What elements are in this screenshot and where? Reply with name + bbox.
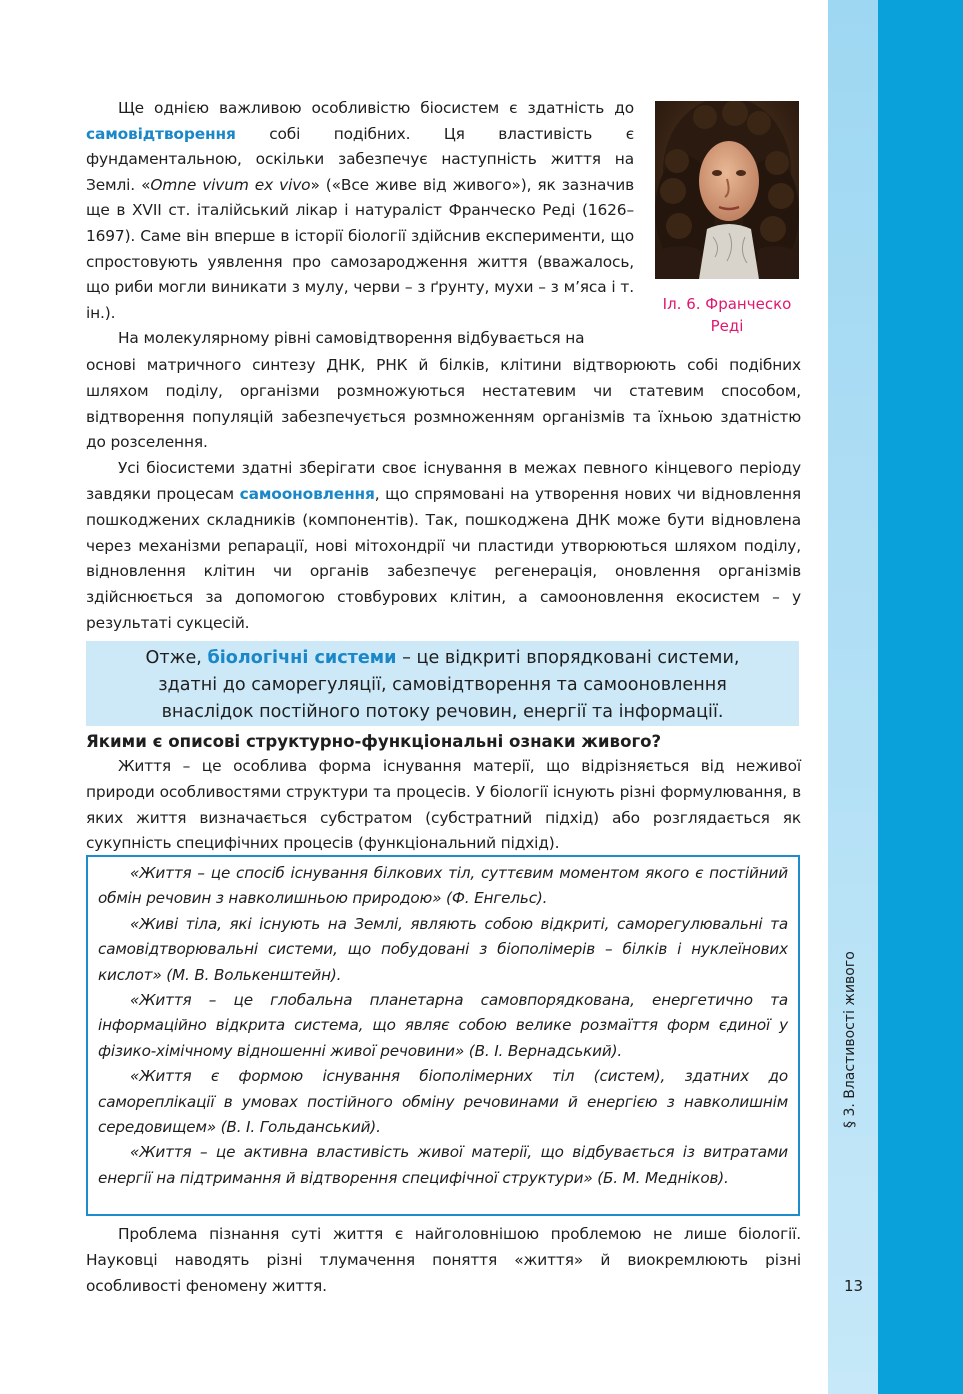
body-text-block	[86, 353, 801, 637]
page-number: 13	[844, 1277, 864, 1295]
term-self-reproduction: самовідтворення	[86, 124, 236, 143]
paragraph-life-definition: Життя – це особлива форма існування матерії, що відрізняється від неживої природи особливостями структури та процесів. У біології існують різні формулювання, в яких життя визначається субстратом (субстратний підхід) або розглядається як сукупність специфічних процесів (функціональний підхід).	[86, 757, 801, 853]
term-biological-systems: біологічні системи	[207, 648, 397, 668]
quote-vernadsky: «Життя – це глобальна планетарна самовпорядкована, енергетично та інформаційно відкрита система, що являє собою велике розмаїття форм єдиної у фізико-хімічному відношенні живої речовини» (В. І. Вернадський).	[98, 991, 788, 1060]
quotes-box	[86, 855, 800, 1216]
quote-mednikov: «Життя – це активна властивість живої матерії, що відбувається із витратами енергії на підтримання й відтворення специфічної структури» (Б. М. Медніков).	[98, 1143, 788, 1187]
paragraph-problem-of-life: Проблема пізнання суті життя є найголовнішою проблемою не лише біології. Науковці наводять різні тлумачення поняття «життя» й виокремлюють різні особливості феномену життя.	[86, 1225, 801, 1295]
summary-line-3: внаслідок постійного потоку речовин, енергії та інформації.	[161, 702, 724, 722]
paragraph-self-renewal: Усі біосистеми здатні зберігати своє існування в межах певного кінцевого періоду завдяки процесам самооновлення, що спрямовані на утворення нових чи відновлення пошкоджених складників (компонентів). Так, пошкоджена ДНК може бути відновлена через механізми репарації, нові мітохондрії чи пластиди утворюються шляхом поділу, відновлення клітин чи органів забезпечує регенерація, оновлення організмів здійснюється за допомогою стовбурових клітин, а самооновлення екосистем – у результаті сукцесій.	[86, 459, 801, 632]
paragraph-molecular-start: На молекулярному рівні самовідтворення відбувається на	[118, 329, 585, 348]
running-head: § 3. Властивості живого	[842, 951, 858, 1128]
figure-caption: Іл. 6. Франческо Реді	[662, 295, 792, 335]
latin-quote: Omne vivum ex vivo	[150, 175, 311, 194]
portrait-francesco-redi-image	[655, 101, 799, 279]
summary-box	[86, 641, 799, 726]
sidebar-light-band	[828, 0, 878, 1394]
paragraph-self-reproduction: Ще однією важливою особливістю біосистем є здатність до самовідтворення собі подібних. Ця властивість є фундаментальною, оскільки забезпечує наступність життя на Землі. «Omne vivum ex vivo» («Все живе від живого»), як зазначив ще в XVII ст. італійський лікар і натураліст Франческо Реді (1626–1697). Саме він вперше в історії біології здійснив експерименти, що спростовують уявлення про самозародження життя (вважалось, що риби могли виникати з мулу, черви – з ґрунту, мухи – з м’яса і т. ін.). На молекулярному рівні самовідтворення відбувається на	[86, 96, 634, 352]
summary-line-2: здатні до саморегуляції, самовідтворення та самооновлення	[158, 675, 727, 695]
sidebar-dark-band	[878, 0, 963, 1394]
term-self-renewal: самооновлення	[239, 484, 375, 503]
paragraph-molecular-cont: основі матричного синтезу ДНК, РНК й білків, клітини відтворюють собі подібних шляхом поділу, організми розмножуються нестатевим чи статевим способом, відтворення популяцій забезпечується розмноженням організмів та їхньою здатністю до розселення.	[86, 356, 801, 452]
quote-volkenstein: «Живі тіла, які існують на Землі, являють собою відкриті, саморегулювальні та самовідтворювальні системи, що побудовані з біополімерів – білків і нуклеїнових кислот» (М. В. Волькенштейн).	[98, 914, 788, 984]
section-heading: Якими є описові структурно-функціональні ознаки живого?	[86, 732, 662, 751]
summary-line-1: Отже, біологічні системи – це відкриті впорядковані системи,	[145, 648, 740, 668]
quote-engels: «Життя – це спосіб існування білкових тіл, суттєвим моментом якого є постійний обмін речовин з навколишньою природою» (Ф. Енгельс).	[98, 864, 788, 908]
quote-goldansky: «Життя є формою існування біополімерних тіл (систем), здатних до самореплікації в умовах постійного обміну речовинами й енергією з навколишнім середовищем» (В. І. Гольданський).	[98, 1067, 788, 1137]
